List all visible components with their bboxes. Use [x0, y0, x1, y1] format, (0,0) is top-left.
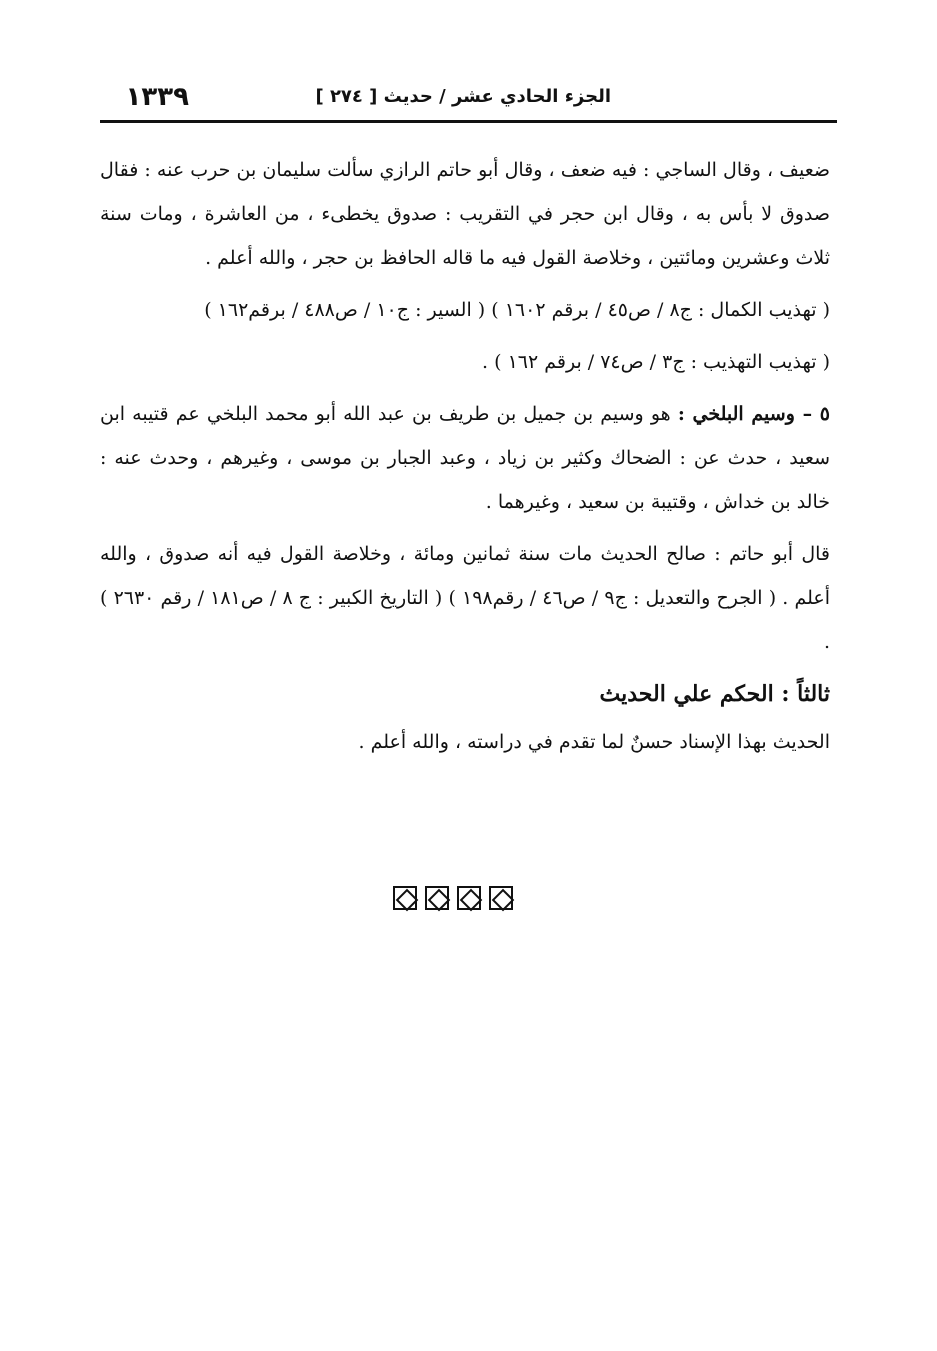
narrator-label: ٥ – وسيم البلخي :	[677, 403, 830, 425]
paragraph-abu-hatim: قال أبو حاتم : صالح الحديث مات سنة ثمانين ومائة ، وخلاصة القول فيه أنه صدوق ، والله أعلم . ( الجرح والتعديل : ج٩ / ص٤٦ / رقم١٩٨ ) ( التاريخ الكبير : ج ٨ / ص١٨١ / رقم ٢٦٣٠ ) .	[100, 543, 830, 653]
reference-tahdhib-kamal: ( تهذيب الكمال : ج٨ / ص٤٥ / برقم ١٦٠٢ ) ( السير : ج١٠ / ص٤٨٨ / برقم١٦٢ )	[204, 299, 830, 321]
ornament-row	[393, 886, 543, 916]
running-head: الجزء الحادي عشر / حديث [ ٢٧٤ ]	[315, 86, 611, 107]
ornament-icon	[457, 886, 481, 910]
ornament-icon	[393, 886, 417, 910]
section-text: الحديث بهذا الإسناد حسنٌ لما تقدم في دراسته ، والله أعلم .	[358, 731, 830, 753]
page-header	[100, 78, 837, 118]
reference-tahdhib-tahdhib: ( تهذيب التهذيب : ج٣ / ص٧٤ / برقم ١٦٢ ) .	[482, 351, 830, 373]
ornament-icon	[425, 886, 449, 910]
header-rule	[100, 120, 837, 123]
ornament-icon	[489, 886, 513, 910]
narrator-text: هو وسيم بن جميل بن طريف بن عبد الله أبو محمد البلخي عم قتيبه ابن سعيد ، حدث عن : الضحاك وكثير بن زياد ، وعبد الجبار بن موسى ، وغيرهم ، وحدث عنه : خالد بن خداش ، وقتيبة بن سعيد ، وغيرهما .	[100, 403, 830, 513]
paragraph-narrator-wasim	[100, 392, 830, 524]
section-heading: ثالثاً : الحكم علي الحديث	[599, 681, 830, 707]
paragraph-narrator-continued: ضعيف ، وقال الساجي : فيه ضعف ، وقال أبو حاتم الرازي سألت سليمان بن حرب عنه : فقال صدوق لا بأس به ، وقال ابن حجر في التقريب : صدوق يخطىء ، من العاشرة ، ومات سنة ثلاث وعشرين ومائتين ، وخلاصة القول فيه ما قاله الحافظ بن حجر ، والله أعلم .	[100, 159, 830, 269]
page-body	[100, 148, 830, 772]
page-number: ١٣٣٩	[125, 82, 189, 112]
